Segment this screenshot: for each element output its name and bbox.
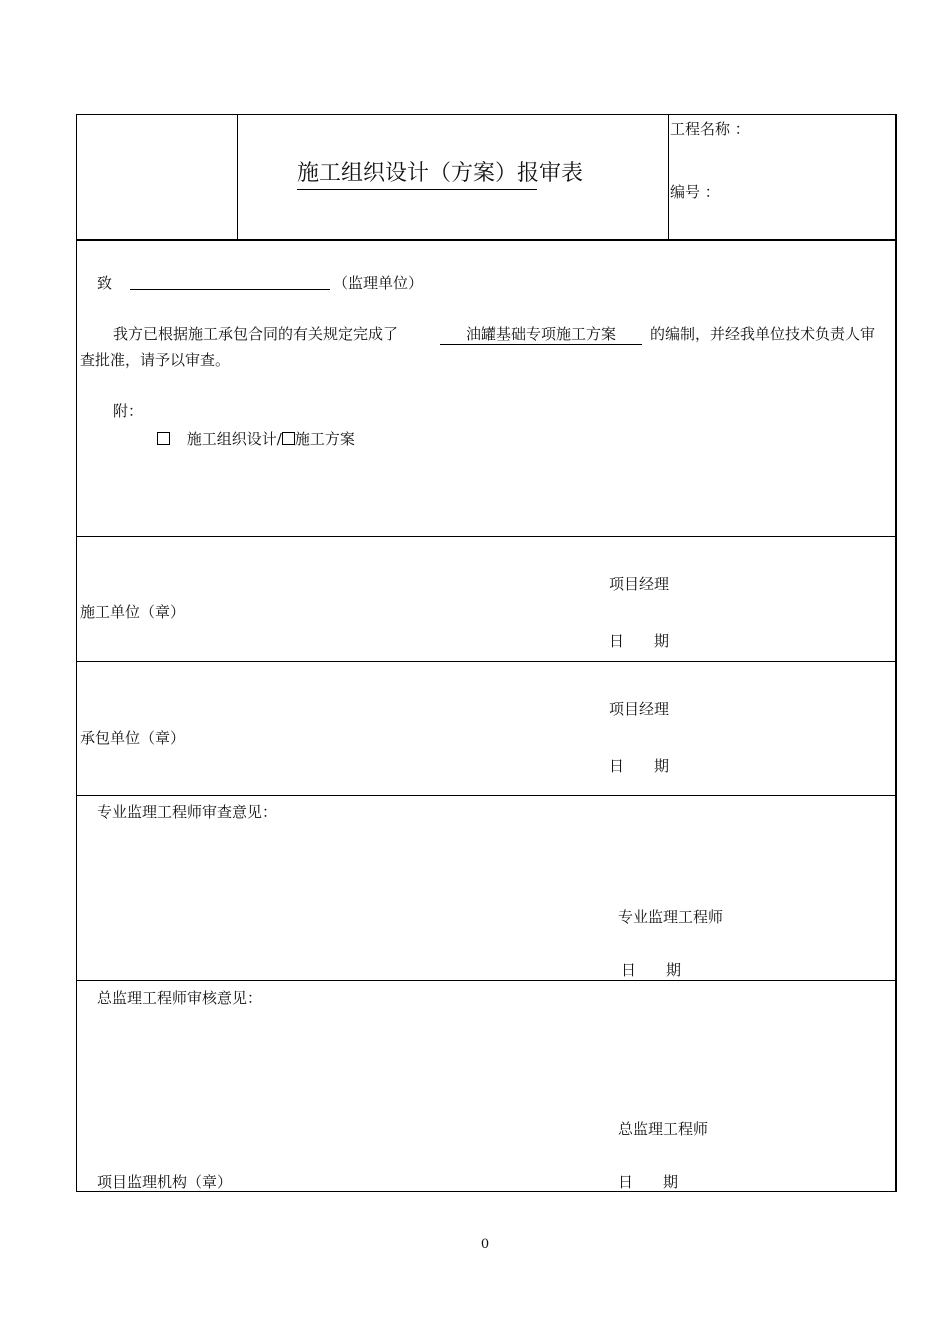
row-divider-contractor — [76, 661, 897, 662]
header-bottom-rule — [76, 239, 897, 241]
attachment-options — [157, 430, 355, 448]
number-label: 编号 ： — [670, 183, 720, 201]
attachments-label: 附： — [113, 402, 144, 420]
row-divider-chief — [76, 980, 897, 981]
header-divider-right — [668, 114, 669, 240]
construction-unit-label: 施工单位（章） — [80, 603, 186, 621]
checkbox-construction-plan[interactable] — [282, 432, 295, 445]
row-divider-specialist — [76, 795, 897, 796]
table-border-left — [76, 114, 77, 1192]
option-construction-design-label: 施工组织设计/ — [186, 430, 282, 448]
specialist-review-label: 专业监理工程师审查意见： — [97, 803, 278, 821]
plan-name: 油罐基础专项施工方案 — [440, 325, 642, 345]
table-border-right — [895, 114, 897, 1192]
option-construction-plan-label: 施工方案 — [294, 430, 355, 448]
body-line1-prefix: 我方已根据施工承包合同的有关规定完成了 — [113, 325, 399, 343]
specialist-date-label: 日 期 — [621, 961, 682, 979]
project-name-label: 工程名称 ： — [670, 120, 750, 138]
supervisor-unit-blank[interactable] — [130, 289, 330, 290]
header-divider-left — [237, 114, 238, 240]
table-border-top — [76, 114, 897, 115]
chief-review-label: 总监理工程师审核意见： — [97, 989, 263, 1007]
table-border-bottom — [76, 1191, 897, 1192]
checkbox-construction-design[interactable] — [157, 432, 170, 445]
supervisor-unit-suffix: （监理单位） — [333, 274, 424, 292]
chief-signer-label: 总监理工程师 — [618, 1120, 709, 1138]
construction-manager-label: 项目经理 — [609, 575, 670, 593]
body-line2: 查批准，请予以审查。 — [80, 351, 231, 369]
contractor-manager-label: 项目经理 — [609, 700, 670, 718]
page-number: 0 — [480, 1237, 490, 1252]
chief-date-label: 日 期 — [618, 1173, 679, 1191]
body-line1-suffix: 的编制，并经我单位技术负责人审 — [650, 325, 876, 343]
specialist-signer-label: 专业监理工程师 — [618, 908, 724, 926]
form-title: 施工组织设计（方案）报审表 — [297, 161, 537, 190]
contractor-date-label: 日 期 — [609, 757, 670, 775]
to-label: 致 — [97, 274, 113, 292]
row-divider-construction — [76, 536, 897, 537]
construction-date-label: 日 期 — [609, 632, 670, 650]
contractor-unit-label: 承包单位（章） — [80, 729, 186, 747]
supervision-org-label: 项目监理机构（章） — [97, 1173, 233, 1191]
